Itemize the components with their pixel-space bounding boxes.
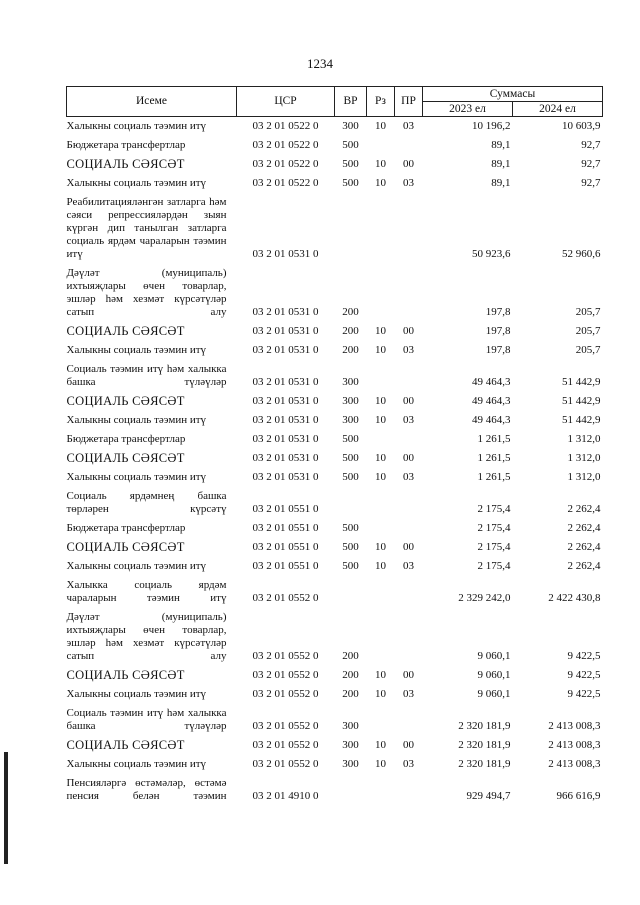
row-sum-2023: 2 320 181,9 [458,720,511,732]
table-row [67,519,603,538]
row-csr-code: 03 2 01 0552 0 [252,739,319,751]
table-row [67,704,603,736]
row-vr-code: 300 [342,739,359,751]
row-name: СОЦИАЛЬ СӘЯСӘТ [66,394,185,408]
row-vr-code: 300 [342,720,359,732]
row-csr-code: 03 2 01 0531 0 [252,433,319,445]
row-vr-code: 500 [342,177,359,189]
row-csr-code: 03 2 01 0522 0 [252,139,319,151]
header-csr: ЦСР [237,87,335,117]
row-pr-code [395,774,423,806]
row-rz-code: 10 [375,325,386,337]
row-sum-2023: 2 175,4 [477,541,511,553]
header-row [67,87,603,102]
row-pr-code [395,487,423,519]
row-rz-code [367,519,395,538]
table-row [67,430,603,449]
row-vr-code: 500 [342,452,359,464]
table-row [67,322,603,341]
row-name: Халыкны социаль тәэмин итү [66,688,207,700]
row-vr-code: 200 [342,344,359,356]
row-sum-2024: 92,7 [581,139,601,151]
row-sum-2023: 2 320 181,9 [458,739,511,751]
row-sum-2023: 89,1 [491,177,511,189]
row-csr-code: 03 2 01 0531 0 [252,248,319,260]
row-rz-code: 10 [375,452,386,464]
row-csr-code: 03 2 01 0552 0 [252,669,319,681]
row-vr-code: 200 [342,650,359,662]
row-rz-code [367,430,395,449]
budget-table [66,86,603,806]
row-csr-code: 03 2 01 0522 0 [252,158,319,170]
row-csr-code: 03 2 01 4910 0 [252,790,319,802]
row-csr-code: 03 2 01 0531 0 [252,325,319,337]
row-csr-code: 03 2 01 0531 0 [252,376,319,388]
row-name: Социаль ярдәмнең башка төрләрен күрсәтү [66,490,227,515]
row-sum-2023: 2 329 242,0 [458,592,511,604]
row-csr-code: 03 2 01 0531 0 [252,471,319,483]
table-row [67,736,603,755]
row-rz-code: 10 [375,739,386,751]
row-vr-code [335,487,367,519]
row-vr-code: 300 [342,395,359,407]
row-rz-code [367,704,395,736]
header-vr: ВР [335,87,367,117]
row-name: Бюджетара трансфертлар [66,522,186,534]
row-sum-2024: 9 422,5 [567,669,601,681]
row-name: СОЦИАЛЬ СӘЯСӘТ [66,451,185,465]
row-pr-code: 03 [403,414,414,426]
row-sum-2024: 205,7 [575,344,601,356]
table-row [67,576,603,608]
row-csr-code: 03 2 01 0552 0 [252,688,319,700]
row-vr-code: 300 [342,758,359,770]
row-rz-code [367,193,395,264]
row-csr-code: 03 2 01 0552 0 [252,720,319,732]
row-sum-2024: 1 312,0 [567,452,601,464]
row-pr-code: 00 [403,452,414,464]
row-sum-2024: 9 422,5 [567,688,601,700]
row-sum-2023: 197,8 [485,306,511,318]
row-vr-code: 200 [342,688,359,700]
row-pr-code: 03 [403,344,414,356]
row-sum-2023: 9 060,1 [477,669,511,681]
row-name: Халыкны социаль тәэмин итү [66,560,207,572]
row-rz-code: 10 [375,560,386,572]
row-sum-2023: 49 464,3 [472,414,511,426]
table-row [67,666,603,685]
row-sum-2024: 2 262,4 [567,522,601,534]
table-row [67,264,603,322]
row-vr-code: 200 [342,325,359,337]
row-pr-code [395,576,423,608]
row-pr-code: 00 [403,395,414,407]
row-rz-code: 10 [375,414,386,426]
row-name: Социаль тәэмин итү һәм халыкка башка түләүләр [66,707,227,732]
row-sum-2023: 10 196,2 [472,120,511,132]
row-vr-code: 300 [342,376,359,388]
row-sum-2023: 2 175,4 [477,503,511,515]
table-row [67,487,603,519]
table-row [67,155,603,174]
row-name: СОЦИАЛЬ СӘЯСӘТ [66,668,185,682]
table-row [67,411,603,430]
row-csr-code: 03 2 01 0551 0 [252,503,319,515]
row-vr-code [335,774,367,806]
row-vr-code: 500 [342,471,359,483]
row-name: Реабилитацияләнгән затларга һәм сәяси репрессияләрдән зыян күргән дип танылган затларга социаль ярдәм чараларын тәэмин итү [66,196,227,260]
row-sum-2023: 50 923,6 [472,248,511,260]
table-row [67,193,603,264]
row-name: СОЦИАЛЬ СӘЯСӘТ [66,324,185,338]
row-rz-code: 10 [375,120,386,132]
row-sum-2024: 205,7 [575,306,601,318]
row-sum-2024: 1 312,0 [567,471,601,483]
page-number: 1234 [307,56,333,71]
row-sum-2023: 197,8 [485,325,511,337]
row-sum-2024: 2 413 008,3 [548,758,601,770]
row-sum-2024: 2 262,4 [567,503,601,515]
row-sum-2024: 51 442,9 [562,395,601,407]
row-name: Бюджетара трансфертлар [66,139,186,151]
row-sum-2023: 89,1 [491,139,511,151]
row-sum-2023: 89,1 [491,158,511,170]
row-sum-2023: 9 060,1 [477,688,511,700]
table-row [67,360,603,392]
row-sum-2024: 205,7 [575,325,601,337]
row-sum-2023: 9 060,1 [477,650,511,662]
row-vr-code: 500 [342,522,359,534]
row-csr-code: 03 2 01 0551 0 [252,560,319,572]
row-rz-code: 10 [375,758,386,770]
row-sum-2024: 92,7 [581,158,601,170]
row-name: Халыкка социаль ярдәм чараларын тәэмин итү [66,579,227,604]
table-row [67,117,603,137]
row-name: Халыкны социаль тәэмин итү [66,344,207,356]
row-sum-2023: 2 175,4 [477,522,511,534]
row-csr-code: 03 2 01 0551 0 [252,522,319,534]
table-body [67,117,603,807]
row-sum-2023: 2 175,4 [477,560,511,572]
row-pr-code [395,430,423,449]
row-csr-code: 03 2 01 0522 0 [252,120,319,132]
row-sum-2024: 9 422,5 [567,650,601,662]
row-sum-2024: 52 960,6 [562,248,601,260]
row-pr-code: 00 [403,158,414,170]
table-row [67,538,603,557]
row-name: СОЦИАЛЬ СӘЯСӘТ [66,738,185,752]
row-pr-code: 03 [403,471,414,483]
row-sum-2024: 2 262,4 [567,560,601,572]
table-row [67,136,603,155]
row-sum-2024: 2 413 008,3 [548,720,601,732]
row-pr-code: 03 [403,688,414,700]
row-name: Бюджетара трансфертлар [66,433,186,445]
row-sum-2024: 10 603,9 [562,120,601,132]
row-rz-code [367,360,395,392]
table-row [67,174,603,193]
row-vr-code [335,576,367,608]
row-sum-2023: 1 261,5 [477,471,511,483]
row-rz-code: 10 [375,177,386,189]
row-rz-code [367,487,395,519]
row-csr-code: 03 2 01 0552 0 [252,592,319,604]
table-row [67,685,603,704]
row-pr-code [395,608,423,666]
scan-edge-mark [4,752,8,864]
row-sum-2024: 2 422 430,8 [548,592,601,604]
row-csr-code: 03 2 01 0552 0 [252,650,319,662]
table-row [67,608,603,666]
row-rz-code: 10 [375,541,386,553]
row-vr-code: 300 [342,414,359,426]
row-sum-2024: 51 442,9 [562,376,601,388]
table-row [67,557,603,576]
row-rz-code: 10 [375,688,386,700]
table-row [67,755,603,774]
row-csr-code: 03 2 01 0531 0 [252,414,319,426]
row-vr-code: 200 [342,669,359,681]
row-sum-2023: 1 261,5 [477,452,511,464]
row-pr-code: 03 [403,120,414,132]
row-name: СОЦИАЛЬ СӘЯСӘТ [66,540,185,554]
row-name: Халыкны социаль тәэмин итү [66,758,207,770]
table-row [67,341,603,360]
row-rz-code [367,608,395,666]
row-pr-code [395,360,423,392]
row-sum-2023: 49 464,3 [472,376,511,388]
row-pr-code [395,264,423,322]
row-rz-code: 10 [375,344,386,356]
header-year-2023: 2023 ел [423,102,513,117]
row-csr-code: 03 2 01 0522 0 [252,177,319,189]
row-vr-code: 500 [342,139,359,151]
row-sum-2023: 1 261,5 [477,433,511,445]
row-name: Халыкны социаль тәэмин итү [66,414,207,426]
row-rz-code: 10 [375,395,386,407]
row-name: Халыкны социаль тәэмин итү [66,471,207,483]
row-sum-2024: 2 262,4 [567,541,601,553]
row-pr-code [395,136,423,155]
row-name: Пенсияләргә өстәмәләр, өстәмә пенсия белән тәэмин [66,777,227,802]
row-sum-2024: 2 413 008,3 [548,739,601,751]
row-name: Дәүләт (муниципаль) ихтыяҗлары өчен товарлар, эшләр һәм хезмәт күрсәтүләр сатып алу [66,267,227,318]
row-sum-2024: 51 442,9 [562,414,601,426]
header-year-2024: 2024 ел [513,102,603,117]
row-rz-code: 10 [375,158,386,170]
row-name: СОЦИАЛЬ СӘЯСӘТ [66,157,185,171]
row-pr-code [395,519,423,538]
row-vr-code: 500 [342,158,359,170]
row-sum-2023: 49 464,3 [472,395,511,407]
header-rz: Рз [367,87,395,117]
header-pr: ПР [395,87,423,117]
row-vr-code: 500 [342,541,359,553]
row-pr-code: 00 [403,739,414,751]
row-pr-code: 03 [403,560,414,572]
header-name: Исеме [67,87,237,117]
row-name: Халыкны социаль тәэмин итү [66,177,207,189]
table-row [67,774,603,806]
row-csr-code: 03 2 01 0531 0 [252,306,319,318]
header-sums: Суммасы [423,87,603,102]
row-vr-code [335,193,367,264]
row-csr-code: 03 2 01 0531 0 [252,452,319,464]
row-pr-code [395,193,423,264]
row-sum-2024: 966 616,9 [556,790,601,802]
row-vr-code: 500 [342,560,359,572]
table-row [67,449,603,468]
row-rz-code [367,136,395,155]
row-name: Дәүләт (муниципаль) ихтыяҗлары өчен товарлар, эшләр һәм хезмәт күрсәтүләр сатып алу [66,611,227,662]
table-row [67,468,603,487]
row-rz-code [367,576,395,608]
row-name: Халыкны социаль тәэмин итү [66,120,207,132]
row-sum-2023: 929 494,7 [466,790,511,802]
row-csr-code: 03 2 01 0531 0 [252,395,319,407]
row-sum-2024: 1 312,0 [567,433,601,445]
row-vr-code: 500 [342,433,359,445]
row-rz-code: 10 [375,471,386,483]
row-rz-code: 10 [375,669,386,681]
row-rz-code [367,774,395,806]
row-vr-code: 300 [342,120,359,132]
row-sum-2024: 92,7 [581,177,601,189]
row-csr-code: 03 2 01 0531 0 [252,344,319,356]
row-pr-code: 00 [403,325,414,337]
row-pr-code: 03 [403,177,414,189]
row-pr-code: 03 [403,758,414,770]
row-pr-code: 00 [403,541,414,553]
table-row [67,392,603,411]
row-pr-code [395,704,423,736]
row-csr-code: 03 2 01 0551 0 [252,541,319,553]
row-rz-code [367,264,395,322]
row-csr-code: 03 2 01 0552 0 [252,758,319,770]
row-name: Социаль тәэмин итү һәм халыкка башка түләүләр [66,363,227,388]
row-sum-2023: 197,8 [485,344,511,356]
row-vr-code: 200 [342,306,359,318]
row-pr-code: 00 [403,669,414,681]
row-sum-2023: 2 320 181,9 [458,758,511,770]
